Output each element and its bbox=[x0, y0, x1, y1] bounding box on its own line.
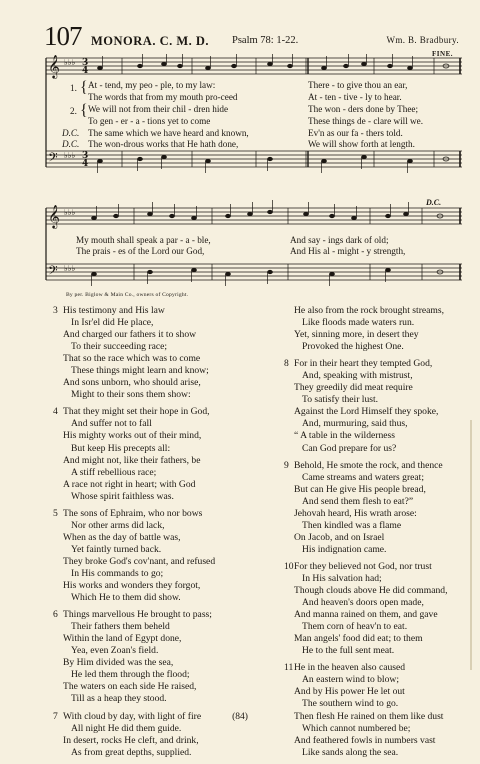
svg-text:𝄞: 𝄞 bbox=[48, 204, 60, 228]
svg-text:♭♭♭: ♭♭♭ bbox=[64, 58, 76, 67]
verse-line: They greedily did meat require bbox=[294, 382, 413, 394]
verses-right-column bbox=[285, 305, 480, 764]
lyric-v2-a: The words that from my mouth pro-ceed bbox=[88, 92, 238, 102]
svg-text:4: 4 bbox=[82, 66, 89, 76]
lyric-v2-b: At - ten - tive - ly to hear. bbox=[308, 92, 402, 102]
lyric-v1-b: There - to give thou an ear, bbox=[308, 80, 408, 90]
verse-line: Within the land of Egypt done, bbox=[63, 633, 182, 645]
verse-line: And sons unborn, who should arise, bbox=[63, 377, 201, 389]
page-number: (84) bbox=[232, 712, 248, 722]
verse-line: Nor other arms did lack, bbox=[71, 519, 165, 531]
stanza-number: 10 bbox=[284, 560, 294, 572]
verse-line: Them corn of heav'n to eat. bbox=[302, 621, 408, 633]
brace-verse-2: { bbox=[80, 102, 88, 119]
verse-line: For in their heart they tempted God, bbox=[294, 358, 433, 370]
verse-line: Behold, He smote the rock, and thence bbox=[294, 459, 443, 471]
fine-marking: FINE. bbox=[432, 50, 453, 58]
lyric-s2-1a: My mouth shall speak a par - a - ble, bbox=[76, 235, 211, 245]
stanza-number: 5 bbox=[53, 507, 58, 519]
verse-line: Against the Lord Himself they spoke, bbox=[294, 406, 439, 418]
verse-line: That they might set their hope in God, bbox=[63, 406, 210, 418]
verse-line: Like floods made waters run. bbox=[302, 317, 415, 329]
lyric-v4-a: To gen - er - a - tions yet to come bbox=[88, 116, 211, 126]
verse-line: On Jacob, and on Israel bbox=[294, 531, 385, 543]
psalm-reference: Psalm 78: 1-22. bbox=[232, 35, 299, 46]
svg-text:𝄢: 𝄢 bbox=[48, 263, 58, 281]
verse-line: In desert, rocks He cleft, and drink, bbox=[63, 734, 199, 746]
verse-line: When as the day of battle was, bbox=[63, 531, 181, 543]
verse-line: As from great depths, supplied. bbox=[71, 746, 192, 758]
composer: Wm. B. Bradbury. bbox=[386, 35, 459, 45]
verse-line: And, speaking with mistrust, bbox=[302, 370, 413, 382]
verse-line: Like sands along the sea. bbox=[302, 746, 399, 758]
verse-line: But keep His precepts all: bbox=[71, 442, 171, 454]
svg-text:3: 3 bbox=[82, 58, 89, 68]
verse-line: Came streams and waters great; bbox=[302, 471, 425, 483]
stanza-number: 7 bbox=[53, 710, 58, 722]
verse-line: Jehovah heard, His wrath arose: bbox=[294, 507, 417, 519]
stanza bbox=[54, 508, 274, 604]
hymn-header bbox=[44, 21, 459, 58]
verse-line: He led them through the flood; bbox=[71, 669, 190, 681]
lyric-s2-2a: The prais - es of the Lord our God, bbox=[76, 246, 205, 256]
verse-line: And charged our fathers it to show bbox=[63, 329, 197, 341]
stanza-number: 4 bbox=[53, 406, 58, 418]
verse-line: He to the full sent meat. bbox=[302, 645, 395, 657]
page-edge-shadow bbox=[470, 420, 472, 670]
stanza-number: 11 bbox=[284, 662, 294, 674]
verse-line: Can God prepare for us? bbox=[302, 442, 397, 454]
lyric-dc2-a: The won-drous works that He hath done, bbox=[88, 139, 239, 149]
lyric-v3-a: We will not from their chil - dren hide bbox=[88, 104, 229, 114]
lyric-v4-b: These things de - clare will we. bbox=[308, 116, 424, 126]
dc-marking: D.C. bbox=[426, 198, 442, 207]
stanza bbox=[54, 609, 274, 705]
verse-line: By Him divided was the sea, bbox=[63, 657, 174, 669]
stanza bbox=[285, 460, 480, 556]
verse-line: And, murmuring, said thus, bbox=[302, 418, 408, 430]
verse-line: A race not right in heart; with God bbox=[63, 478, 196, 490]
verse-line: Which He to them did show. bbox=[71, 592, 181, 604]
verse-line: He also from the rock brought streams, bbox=[294, 305, 444, 316]
verse-line: And heaven's doors open made, bbox=[302, 597, 424, 609]
lyric-s2-2b: And His al - might - y strength, bbox=[290, 246, 406, 256]
lyric-dc1-a: The same which we have heard and known, bbox=[88, 128, 249, 138]
verse-line: In His salvation had; bbox=[302, 572, 382, 584]
dc-label-2: D.C. bbox=[62, 139, 80, 149]
verse-line: “ A table in the wilderness bbox=[294, 430, 395, 442]
lyric-v3-b: The won - ders done by Thee; bbox=[308, 104, 419, 114]
verse-line: An eastern wind to blow; bbox=[302, 674, 399, 686]
hymn-number: 107 bbox=[44, 21, 82, 51]
verse-line: To their succeeding race; bbox=[71, 341, 168, 353]
verse-line: A stiff rebellious race; bbox=[71, 466, 157, 478]
svg-text:𝄞: 𝄞 bbox=[48, 54, 60, 78]
stanza-number: 6 bbox=[53, 609, 58, 621]
verse-line: And feathered fowls in numbers vast bbox=[294, 734, 436, 746]
verse-line: In His commands to go; bbox=[71, 567, 164, 579]
lyric-dc2-b: We will show forth at length. bbox=[308, 139, 415, 149]
verse-line: Whose spirit faithless was. bbox=[71, 490, 174, 502]
verse-line: And send them flesh to eat?” bbox=[302, 495, 414, 507]
stanza bbox=[285, 358, 480, 454]
tune-name: MONORA. C. M. D. bbox=[91, 34, 210, 48]
verse-line: The waters on each side He raised, bbox=[63, 681, 197, 693]
verse-line: Yet faintly turned back. bbox=[71, 543, 162, 555]
stanza-number: 9 bbox=[284, 459, 289, 471]
verse-line: With cloud by day, with light of fire bbox=[63, 710, 202, 722]
verse-line: Man angels' food did eat; to them bbox=[294, 633, 423, 645]
verse-line: And might not, like their fathers, be bbox=[63, 454, 201, 466]
verse-line: Till as a heap they stood. bbox=[71, 693, 167, 705]
lyric-dc1-b: Ev'n as our fa - thers told. bbox=[308, 128, 403, 138]
stanza bbox=[285, 305, 480, 353]
stanza bbox=[54, 305, 274, 401]
verse-line: For they believed not God, nor trust bbox=[294, 560, 432, 572]
verse-number-1: 1. bbox=[70, 83, 77, 93]
verse-line: Then kindled was a flame bbox=[302, 519, 402, 531]
svg-text:𝄢: 𝄢 bbox=[48, 150, 58, 168]
verse-line: They broke God's cov'nant, and refused bbox=[63, 555, 216, 567]
verse-line: Which cannot numbered be; bbox=[302, 722, 411, 734]
verse-line: His indignation came. bbox=[302, 543, 387, 555]
verse-line: And by His power He let out bbox=[294, 686, 405, 698]
verse-line: He in the heaven also caused bbox=[294, 662, 406, 674]
lyric-s2-1b: And say - ings dark of old; bbox=[290, 235, 389, 245]
verse-line: Yet, sinning more, in desert they bbox=[294, 329, 419, 341]
verses-left-column bbox=[54, 305, 274, 764]
verse-line: His testimony and His law bbox=[63, 305, 165, 316]
verse-line: Things marvellous He brought to pass; bbox=[63, 609, 212, 621]
svg-text:♭♭♭: ♭♭♭ bbox=[64, 151, 76, 160]
svg-text:4: 4 bbox=[82, 159, 89, 169]
stanza-number: 8 bbox=[284, 358, 289, 370]
verse-line: In Isr'el did He place, bbox=[71, 317, 154, 329]
lyric-v1-a: At - tend, my peo - ple, to my law: bbox=[88, 80, 216, 90]
verse-line: But can He give His people bread, bbox=[294, 483, 426, 495]
verse-line: Yea, even Zoan's field. bbox=[71, 645, 159, 657]
copyright-credit: By per. Biglow & Main Co., owners of Copyright. bbox=[66, 292, 189, 298]
verse-line: Their fathers them beheld bbox=[71, 621, 170, 633]
svg-text:♭♭♭: ♭♭♭ bbox=[64, 208, 76, 217]
stanza-number: 3 bbox=[53, 305, 58, 316]
verse-line: The southern wind to go. bbox=[302, 698, 399, 710]
svg-text:3: 3 bbox=[82, 151, 89, 161]
verse-line: Might to their sons them show: bbox=[71, 389, 191, 401]
stanza bbox=[54, 406, 274, 502]
verse-line: These things might learn and know; bbox=[71, 365, 209, 377]
verse-line: Provoked the highest One. bbox=[302, 341, 404, 353]
dc-label-1: D.C. bbox=[62, 128, 80, 138]
verse-line: And suffer not to fall bbox=[71, 418, 152, 430]
stanza bbox=[285, 561, 480, 657]
verse-line: That so the race which was to come bbox=[63, 353, 201, 365]
verse-line: Though clouds above He did command, bbox=[294, 585, 448, 597]
verse-line: His mighty works out of their mind, bbox=[63, 430, 202, 442]
svg-text:♭♭♭: ♭♭♭ bbox=[64, 264, 76, 273]
verse-line: To satisfy their lust. bbox=[302, 394, 379, 406]
verse-line: All night He did them guide. bbox=[71, 722, 182, 734]
brace-verse-1: { bbox=[80, 79, 88, 96]
verse-line: His works and wonders they forgot, bbox=[63, 580, 201, 592]
verse-line: The sons of Ephraim, who nor bows bbox=[63, 507, 203, 519]
verse-number-2: 2. bbox=[70, 106, 77, 116]
stanza bbox=[285, 662, 480, 758]
verse-line: And manna rained on them, and gave bbox=[294, 609, 438, 621]
verse-line: Then flesh He rained on them like dust bbox=[294, 710, 444, 722]
